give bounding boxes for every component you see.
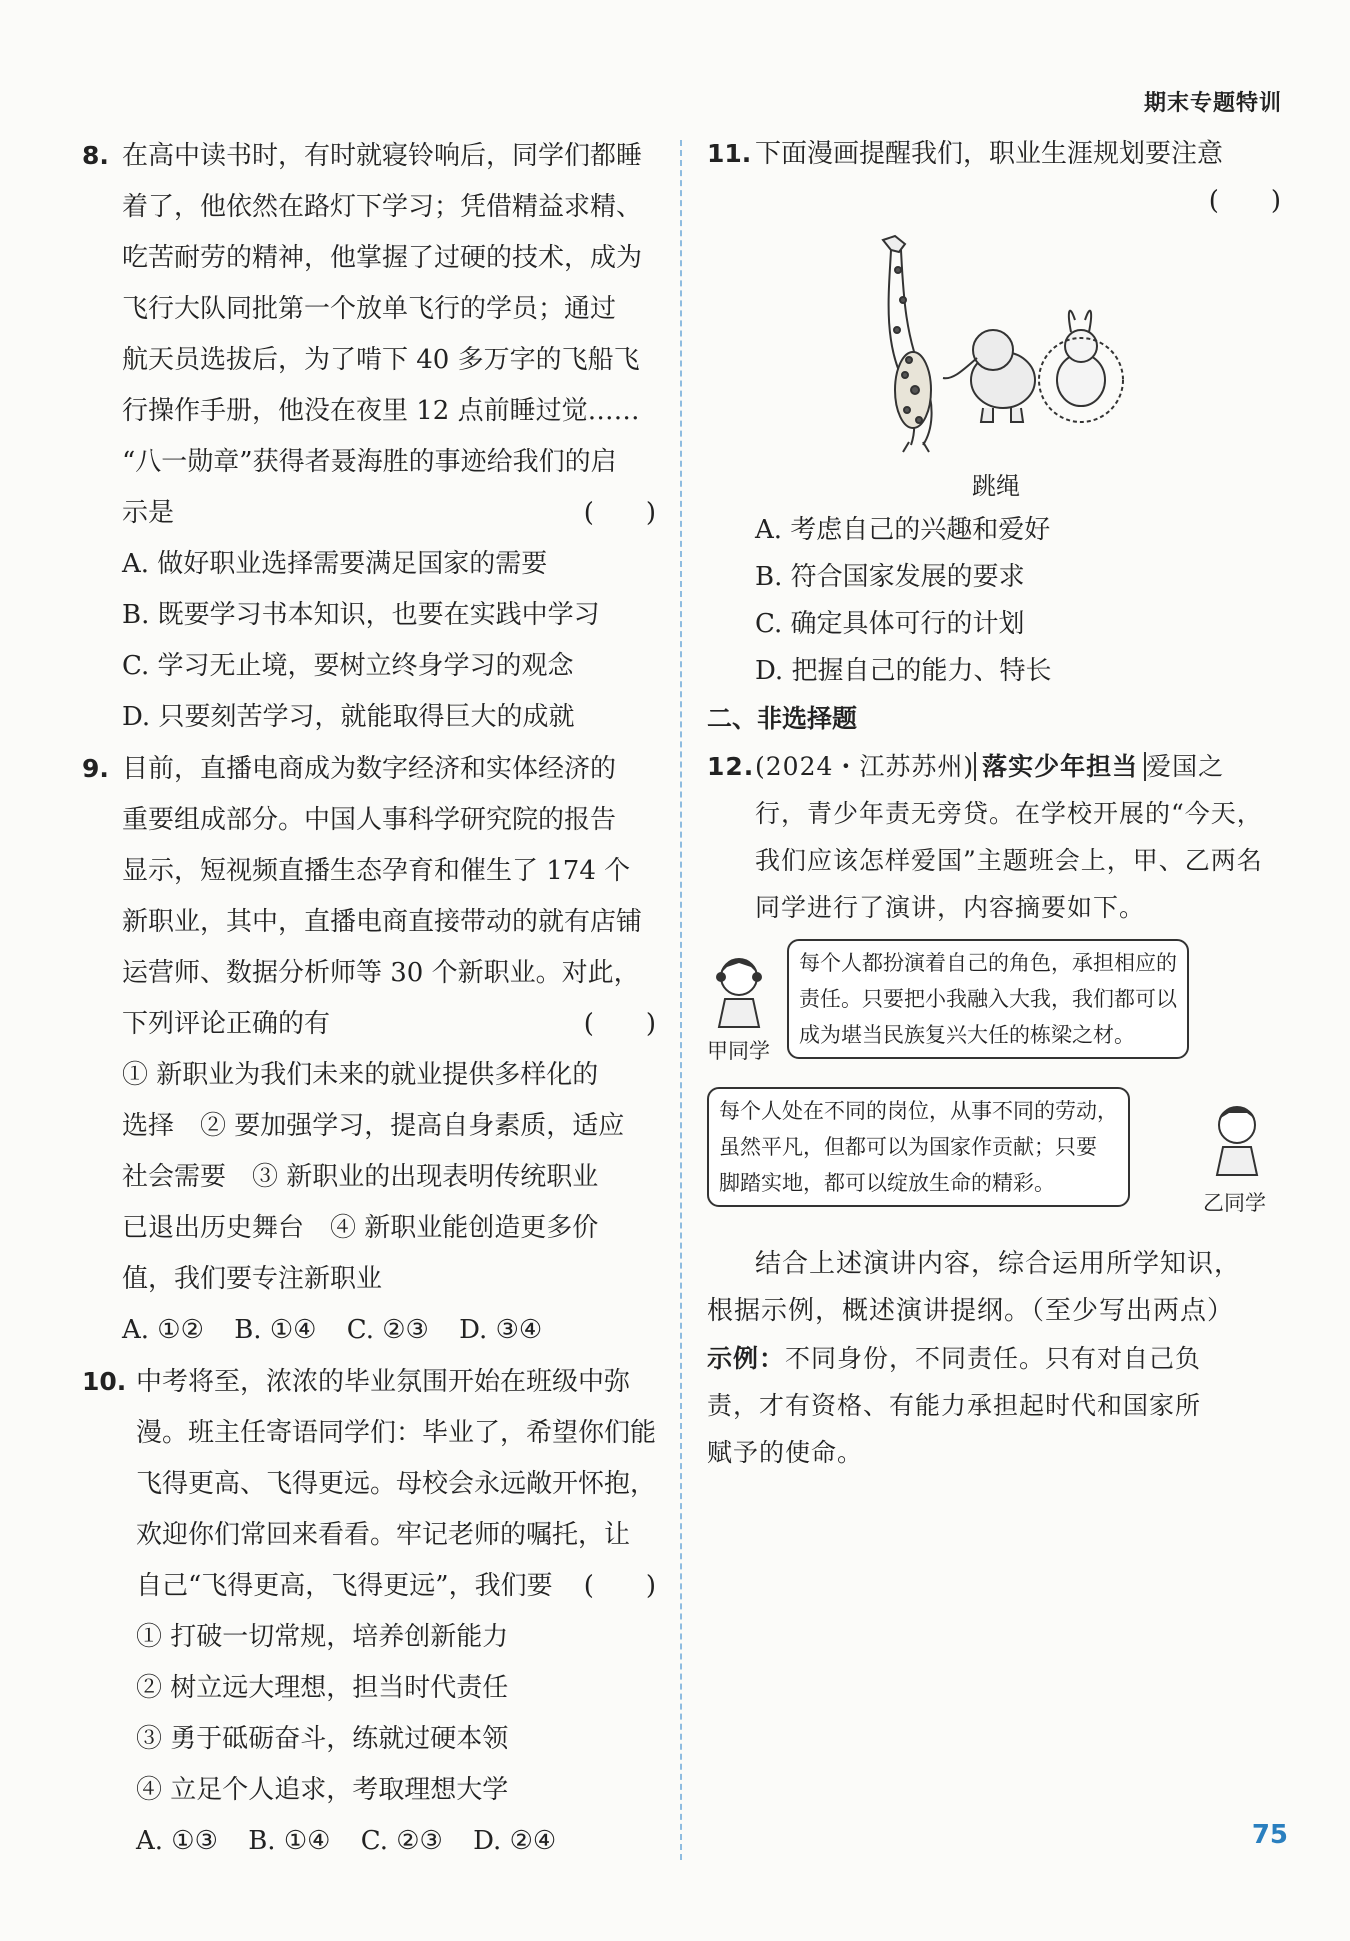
question-number: 10. (82, 1367, 127, 1396)
option-a[interactable]: A. 考虑自己的兴趣和爱好 (755, 515, 1051, 545)
topic-tag: 落实少年担当 (974, 752, 1146, 781)
boy-avatar-icon (1207, 1097, 1267, 1177)
speaker-b-label: 乙同学 (1203, 1191, 1266, 1215)
question-text-line: 行，青少年责无旁贷。在学校开展的“今天， (755, 799, 1263, 828)
bubble-line: 责任。只要把小我融入大我，我们都可以 (799, 987, 1177, 1011)
task-line: 根据示例，概述演讲提纲。（至少写出两点） (707, 1296, 1235, 1326)
question-number: 12. (707, 752, 755, 781)
question-text-line: ① 新职业为我们未来的就业提供多样化的 (122, 1060, 599, 1090)
left-column (82, 130, 660, 1867)
question-text-line: 在高中读书时，有时就寝铃响后，同学们都睡 (122, 141, 643, 171)
speaker-a-block (707, 939, 1285, 1079)
page-number: 75 (1251, 1820, 1288, 1850)
question-text-line: 新职业，其中，直播电商直接带动的就有店铺 (122, 907, 643, 937)
answer-bracket[interactable]: ( ) (583, 1571, 656, 1601)
option-a[interactable]: A. ①② (122, 1315, 204, 1345)
option-b[interactable]: B. 既要学习书本知识，也要在实践中学习 (122, 600, 600, 630)
question-8 (82, 130, 660, 743)
option-b[interactable]: B. 符合国家发展的要求 (755, 562, 1025, 592)
question-text-line: 同学进行了演讲，内容摘要如下。 (755, 893, 1146, 922)
question-source: (2024・江苏苏州) (755, 752, 975, 781)
example-line: 不同身份，不同责任。只有对自己负 (785, 1344, 1202, 1373)
question-text-line: 吃苦耐劳的精神，他掌握了过硬的技术，成为 (122, 243, 643, 273)
answer-bracket[interactable]: ( ) (583, 498, 656, 528)
question-text-line: 航天员选拔后，为了啃下 40 多万字的飞船飞 (122, 345, 640, 375)
option-c[interactable]: C. 学习无止境，要树立终身学习的观念 (122, 651, 574, 681)
option-c[interactable]: C. ②③ (346, 1315, 429, 1345)
speaker-a-bubble (787, 939, 1189, 1059)
option-d[interactable]: D. ③④ (459, 1315, 543, 1345)
speaker-a-label: 甲同学 (707, 1039, 770, 1063)
question-text-line: 行操作手册，他没在夜里 12 点前睡过觉…… (122, 396, 640, 426)
question-text-line: 飞行大队同批第一个放单飞行的学员；通过 (122, 294, 617, 324)
section-title: 二、非选择题 (707, 704, 858, 733)
question-text-line: 重要组成部分。中国人事科学研究院的报告 (122, 805, 617, 835)
cartoon-caption: 跳绳 (972, 472, 1020, 500)
statement-item: ① 打破一切常规，培养创新能力 (136, 1622, 509, 1652)
speaker-b-block (707, 1087, 1285, 1227)
options-row (82, 1816, 660, 1867)
bubble-line: 脚踏实地，都可以绽放生命的精彩。 (719, 1171, 1055, 1195)
statement-item: ② 树立远大理想，担当时代责任 (136, 1673, 509, 1703)
girl-avatar-icon (709, 949, 769, 1029)
bubble-line: 每个人都扮演着自己的角色，承担相应的 (799, 951, 1177, 975)
question-text-line: 欢迎你们常回来看看。牢记老师的嘱托，让 (136, 1520, 631, 1550)
answer-bracket[interactable]: ( ) (583, 1009, 656, 1039)
option-b[interactable]: B. ①④ (248, 1826, 331, 1856)
example-label: 示例： (707, 1344, 786, 1373)
question-text-line: 社会需要 ③ 新职业的出现表明传统职业 (122, 1162, 599, 1192)
question-text-line: 爱国之 (1146, 752, 1225, 781)
option-d[interactable]: D. 把握自己的能力、特长 (755, 656, 1052, 686)
right-column (707, 130, 1285, 1476)
option-a[interactable]: A. ①③ (136, 1826, 218, 1856)
option-a[interactable]: A. 做好职业选择需要满足国家的需要 (122, 549, 548, 579)
question-text-line: 显示，短视频直播生态孕育和催生了 174 个 (122, 856, 631, 886)
rabbit-figure (1039, 311, 1123, 422)
question-text-line: 已退出历史舞台 ④ 新职业能创造更多价 (122, 1213, 599, 1243)
speaker-b-bubble (707, 1087, 1130, 1207)
question-text-line: 值，我们要专注新职业 (122, 1264, 383, 1294)
task-line: 结合上述演讲内容，综合运用所学知识， (755, 1249, 1242, 1279)
example-line: 责，才有资格、有能力承担起时代和国家所 (707, 1391, 1202, 1420)
question-text-line: 示是 (122, 498, 175, 528)
bubble-line: 每个人处在不同的岗位，从事不同的劳动， (719, 1099, 1118, 1123)
question-number: 11. (707, 139, 752, 168)
page-header: 期末专题特训 (1143, 91, 1282, 116)
option-b[interactable]: B. ①④ (234, 1315, 317, 1345)
options-row (82, 1305, 660, 1356)
question-12 (707, 743, 1285, 1476)
statement-item: ③ 勇于砥砺奋斗，练就过硬本领 (136, 1724, 509, 1754)
question-10 (82, 1356, 660, 1867)
statement-item: ④ 立足个人追求，考取理想大学 (136, 1775, 509, 1805)
question-text-line: 运营师、数据分析师等 30 个新职业。对此， (122, 958, 640, 988)
question-text-line: 下面漫画提醒我们，职业生涯规划要注意 (755, 139, 1224, 169)
option-d[interactable]: D. 只要刻苦学习，就能取得巨大的成就 (122, 702, 575, 732)
question-text-line: 目前，直播电商成为数字经济和实体经济的 (122, 754, 617, 784)
answer-bracket[interactable]: ( ) (1208, 186, 1281, 216)
option-c[interactable]: C. 确定具体可行的计划 (755, 609, 1025, 639)
question-text-line: “八一勋章”获得者聂海胜的事迹给我们的启 (122, 447, 617, 477)
question-text-line: 下列评论正确的有 (122, 1009, 331, 1039)
bubble-line: 成为堪当民族复兴大任的栋梁之材。 (799, 1023, 1135, 1047)
question-number: 8. (82, 141, 109, 170)
question-text-line: 选择 ② 要加强学习，提高自身素质，适应 (122, 1111, 625, 1141)
elephant-figure (943, 330, 1035, 422)
question-text-line: 着了，他依然在路灯下学习；凭借精益求精、 (122, 192, 643, 222)
question-text-line: 漫。班主任寄语同学们：毕业了，希望你们能 (136, 1418, 657, 1448)
question-9 (82, 743, 660, 1356)
question-11 (707, 130, 1285, 695)
option-c[interactable]: C. ②③ (360, 1826, 443, 1856)
example-line: 赋予的使命。 (707, 1438, 864, 1467)
question-text-line: 中考将至，浓浓的毕业氛围开始在班级中弥 (136, 1367, 631, 1397)
question-text-line: 我们应该怎样爱国”主题班会上，甲、乙两名 (755, 846, 1263, 875)
cartoon-illustration (843, 230, 1143, 460)
question-number: 9. (82, 754, 109, 783)
bubble-line: 虽然平凡，但都可以为国家作贡献；只要 (719, 1135, 1097, 1159)
column-divider (680, 140, 682, 1860)
question-text-line: 飞得更高、飞得更远。母校会永远敞开怀抱， (136, 1469, 657, 1499)
option-d[interactable]: D. ②④ (473, 1826, 557, 1856)
giraffe-figure (883, 236, 932, 452)
question-text-line: 自己“飞得更高，飞得更远”，我们要 (136, 1571, 553, 1601)
